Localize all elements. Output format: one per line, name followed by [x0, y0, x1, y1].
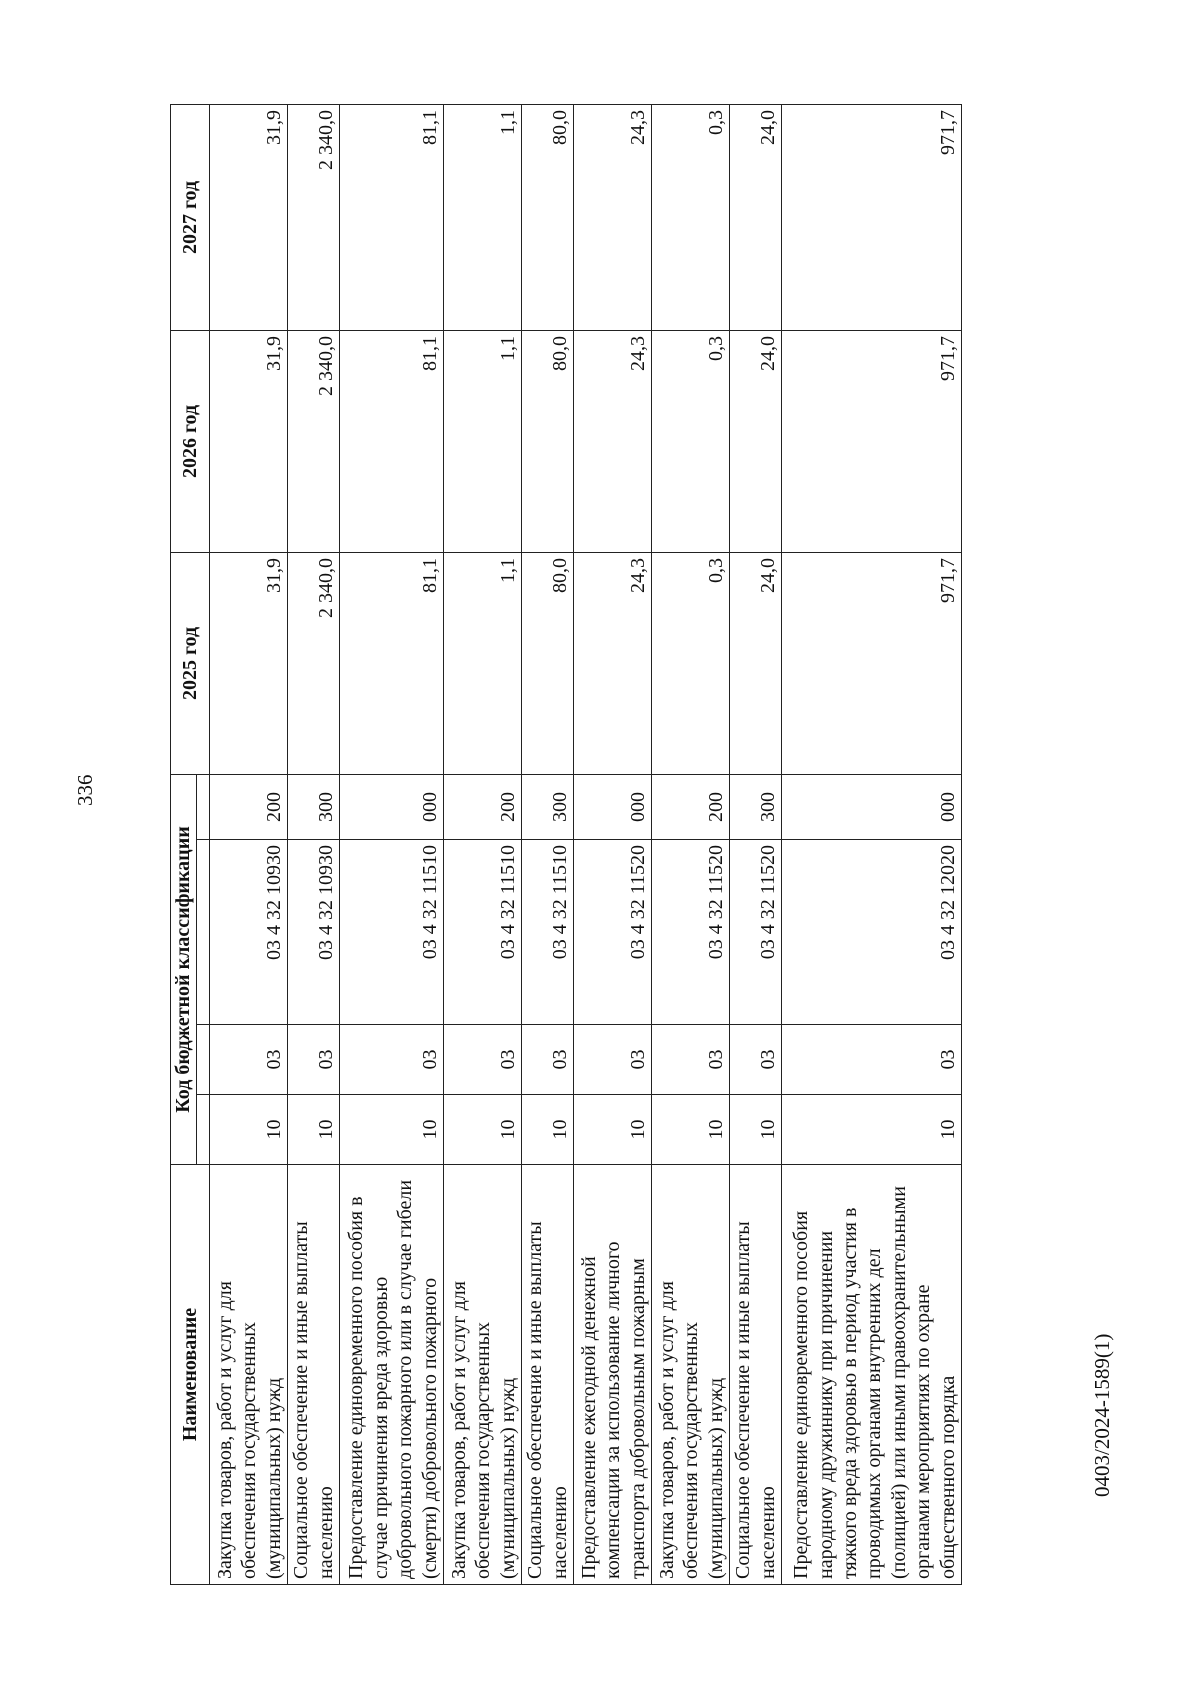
row-subsection-code: 03 — [444, 1025, 522, 1095]
row-value-2026: 1,1 — [444, 330, 522, 552]
row-expense-code: 000 — [574, 774, 652, 839]
row-value-2026: 80,0 — [522, 330, 574, 552]
row-name: Социальное обеспечение и иные выплаты населению — [288, 1165, 340, 1585]
row-value-2027: 971,7 — [782, 104, 962, 330]
row-target-code: 03 4 32 10930 — [288, 840, 340, 1025]
table-row — [288, 104, 340, 1584]
row-subsection-code: 03 — [340, 1025, 444, 1095]
row-section-code: 10 — [574, 1095, 652, 1165]
table-row — [444, 104, 522, 1584]
table-row — [340, 104, 444, 1584]
row-subsection-code: 03 — [522, 1025, 574, 1095]
table-row — [652, 104, 730, 1584]
row-name: Социальное обеспечение и иные выплаты населению — [730, 1165, 782, 1585]
row-section-code: 10 — [288, 1095, 340, 1165]
table-row — [782, 104, 962, 1584]
row-value-2026: 24,0 — [730, 330, 782, 552]
table-row — [574, 104, 652, 1584]
row-name: Закупка товаров, работ и услуг для обеспечения государственных (муниципальных) нужд — [210, 1165, 288, 1585]
row-value-2026: 81,1 — [340, 330, 444, 552]
row-value-2025: 971,7 — [782, 552, 962, 774]
row-value-2025: 80,0 — [522, 552, 574, 774]
row-target-code: 03 4 32 11510 — [444, 840, 522, 1025]
row-name: Предоставление единовременного пособия в случае причинения вреда здоровью добровольного пожарного или в случае гибели (смерти) добровольного пожарного — [340, 1165, 444, 1585]
row-subsection-code: 03 — [288, 1025, 340, 1095]
row-value-2025: 31,9 — [210, 552, 288, 774]
row-section-code: 10 — [522, 1095, 574, 1165]
row-value-2025: 1,1 — [444, 552, 522, 774]
row-subsection-code: 03 — [652, 1025, 730, 1095]
subheader-expense-type — [197, 774, 210, 839]
table-row — [210, 104, 288, 1584]
row-target-code: 03 4 32 12020 — [782, 840, 962, 1025]
row-value-2026: 0,3 — [652, 330, 730, 552]
row-value-2027: 1,1 — [444, 104, 522, 330]
row-value-2027: 2 340,0 — [288, 104, 340, 330]
page-number: 336 — [73, 774, 97, 806]
row-subsection-code: 03 — [210, 1025, 288, 1095]
subheader-target — [197, 840, 210, 1025]
row-name: Предоставление единовременного пособия народному дружиннику при причинении тяжкого вреда здоровью в период участия в проводимых органами внутренних дел (полицией) или иными правоохранительными органами мероприятиях по охране общественного порядка — [782, 1165, 962, 1585]
row-value-2025: 2 340,0 — [288, 552, 340, 774]
row-expense-code: 000 — [782, 774, 962, 839]
row-section-code: 10 — [210, 1095, 288, 1165]
row-value-2025: 0,3 — [652, 552, 730, 774]
row-value-2025: 81,1 — [340, 552, 444, 774]
row-target-code: 03 4 32 10930 — [210, 840, 288, 1025]
header-2027: 2027 год — [171, 104, 210, 330]
row-section-code: 10 — [444, 1095, 522, 1165]
row-expense-code: 200 — [444, 774, 522, 839]
subheader-section — [197, 1095, 210, 1165]
row-expense-code: 000 — [340, 774, 444, 839]
row-expense-code: 300 — [730, 774, 782, 839]
row-value-2026: 24,3 — [574, 330, 652, 552]
row-value-2027: 24,3 — [574, 104, 652, 330]
budget-table — [170, 104, 962, 1585]
row-target-code: 03 4 32 11520 — [574, 840, 652, 1025]
row-value-2027: 24,0 — [730, 104, 782, 330]
row-expense-code: 300 — [522, 774, 574, 839]
row-name: Социальное обеспечение и иные выплаты населению — [522, 1165, 574, 1585]
row-name: Закупка товаров, работ и услуг для обеспечения государственных (муниципальных) нужд — [444, 1165, 522, 1585]
row-expense-code: 300 — [288, 774, 340, 839]
row-value-2026: 2 340,0 — [288, 330, 340, 552]
row-value-2027: 81,1 — [340, 104, 444, 330]
row-name: Закупка товаров, работ и услуг для обеспечения государственных (муниципальных) нужд — [652, 1165, 730, 1585]
row-target-code: 03 4 32 11520 — [730, 840, 782, 1025]
row-expense-code: 200 — [652, 774, 730, 839]
header-name: Наименование — [171, 1165, 210, 1585]
row-expense-code: 200 — [210, 774, 288, 839]
row-value-2027: 80,0 — [522, 104, 574, 330]
row-section-code: 10 — [652, 1095, 730, 1165]
row-value-2026: 971,7 — [782, 330, 962, 552]
table-row — [730, 104, 782, 1584]
row-subsection-code: 03 — [574, 1025, 652, 1095]
row-value-2025: 24,0 — [730, 552, 782, 774]
row-subsection-code: 03 — [730, 1025, 782, 1095]
row-value-2027: 0,3 — [652, 104, 730, 330]
row-section-code: 10 — [340, 1095, 444, 1165]
row-value-2026: 31,9 — [210, 330, 288, 552]
row-target-code: 03 4 32 11520 — [652, 840, 730, 1025]
header-2025: 2025 год — [171, 552, 210, 774]
table-header-row — [171, 104, 197, 1584]
row-section-code: 10 — [782, 1095, 962, 1165]
subheader-subsection — [197, 1025, 210, 1095]
header-2026: 2026 год — [171, 330, 210, 552]
table-row — [522, 104, 574, 1584]
row-value-2027: 31,9 — [210, 104, 288, 330]
row-section-code: 10 — [730, 1095, 782, 1165]
document-code: 0403/2024-1589(1) — [1090, 1333, 1114, 1497]
header-code: Код бюджетной классификации — [171, 774, 197, 1164]
row-name: Предоставление ежегодной денежной компенсации за использование личного транспорта добровольным пожарным — [574, 1165, 652, 1585]
row-target-code: 03 4 32 11510 — [522, 840, 574, 1025]
budget-table-container — [170, 105, 959, 1585]
row-target-code: 03 4 32 11510 — [340, 840, 444, 1025]
row-subsection-code: 03 — [782, 1025, 962, 1095]
row-value-2025: 24,3 — [574, 552, 652, 774]
